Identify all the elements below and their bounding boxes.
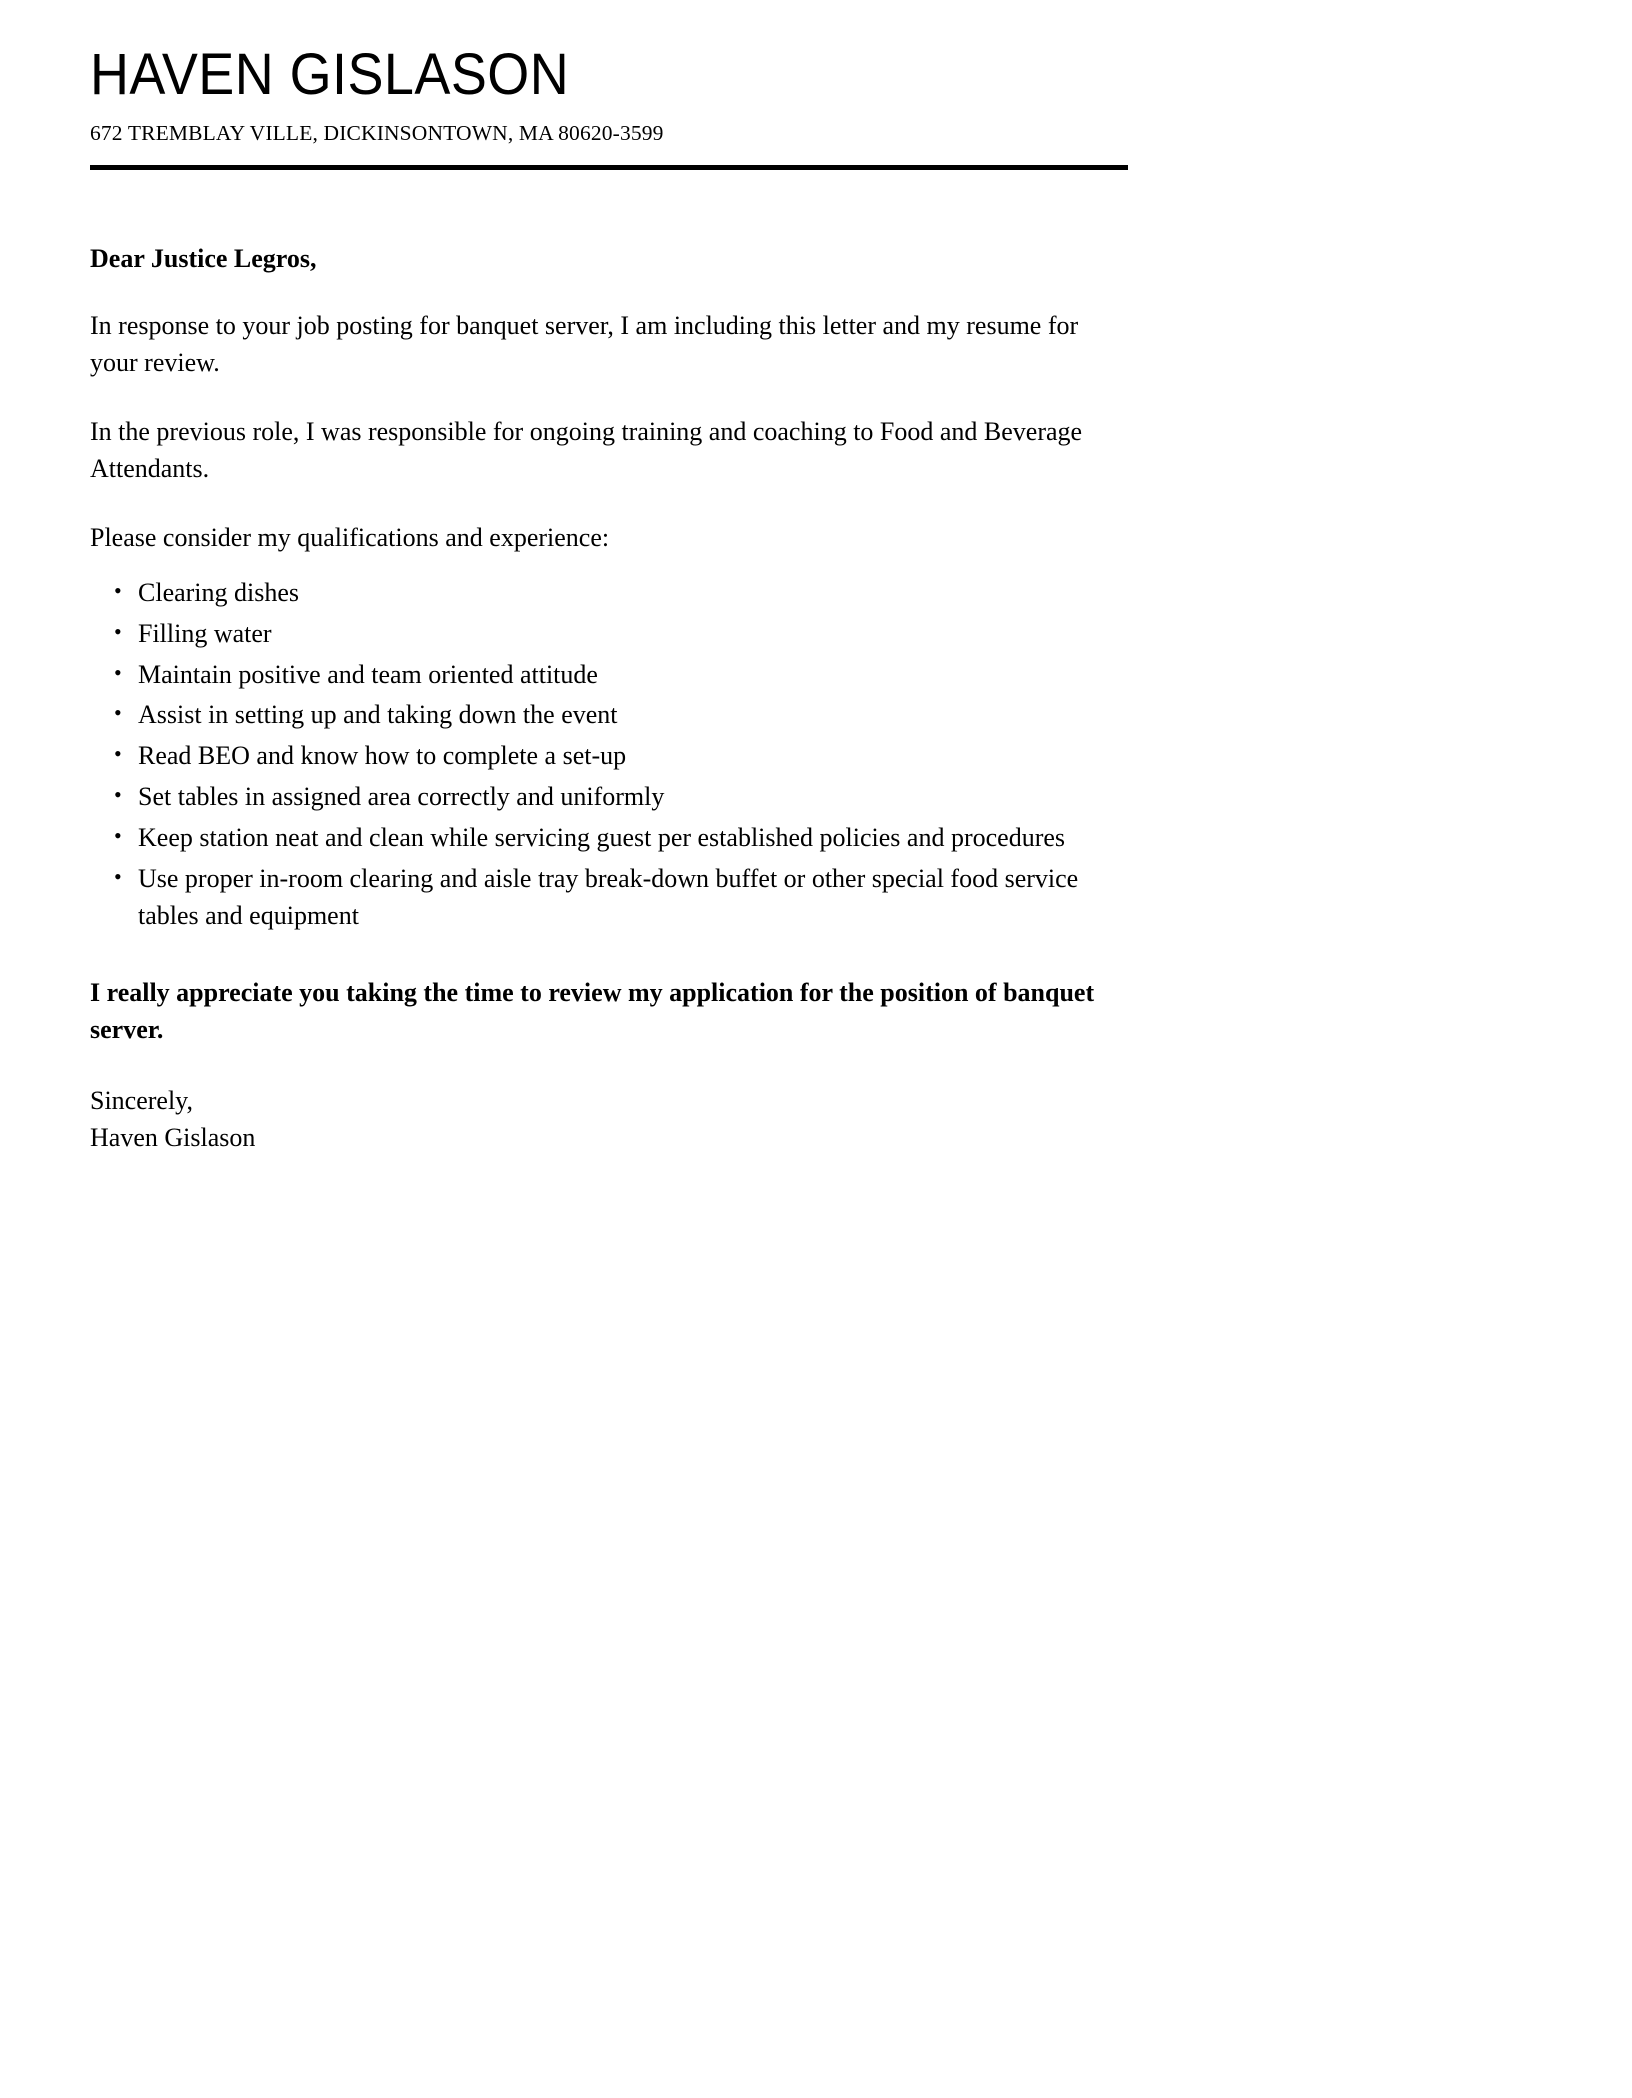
list-item: • Read BEO and know how to complete a set-up <box>90 738 1130 775</box>
list-item: • Maintain positive and team oriented attitude <box>90 657 1130 694</box>
closing-statement: I really appreciate you taking the time to review my application for the position of banquet server. <box>90 977 1095 1044</box>
list-item: • Assist in setting up and taking down the event <box>90 697 1130 734</box>
header-divider-rule <box>90 165 1128 170</box>
body-paragraph-2: In the previous role, I was responsible for ongoing training and coaching to Food and Beverage Attendants. <box>90 417 1083 483</box>
letter-body <box>90 242 1130 1156</box>
qualifications-intro: Please consider my qualifications and experience: <box>90 522 610 552</box>
signoff-greeting: Sincerely, <box>90 1085 193 1115</box>
letterhead <box>90 0 1130 170</box>
signature-name: Haven Gislason <box>90 1122 256 1152</box>
list-item: • Set tables in assigned area correctly and uniformly <box>90 779 1130 816</box>
body-paragraph-1: In response to your job posting for banquet server, I am including this letter and my resume for your review. <box>90 311 1079 378</box>
applicant-name: HAVEN GISLASON <box>90 42 570 107</box>
salutation: Dear Justice Legros, <box>90 244 317 274</box>
list-item: • Clearing dishes <box>90 575 1130 612</box>
letter-content-column <box>90 0 1130 1157</box>
signature-block <box>90 1083 1130 1157</box>
list-item: • Filling water <box>90 616 1130 653</box>
list-item: • Use proper in-room clearing and aisle tray break-down buffet or other special food service tables and equipment <box>90 861 1130 935</box>
applicant-address: 672 TREMBLAY VILLE, DICKINSONTOWN, MA 80620-3599 <box>90 120 664 145</box>
list-item: • Keep station neat and clean while servicing guest per established policies and procedures <box>90 820 1130 857</box>
qualifications-list <box>90 575 1130 935</box>
